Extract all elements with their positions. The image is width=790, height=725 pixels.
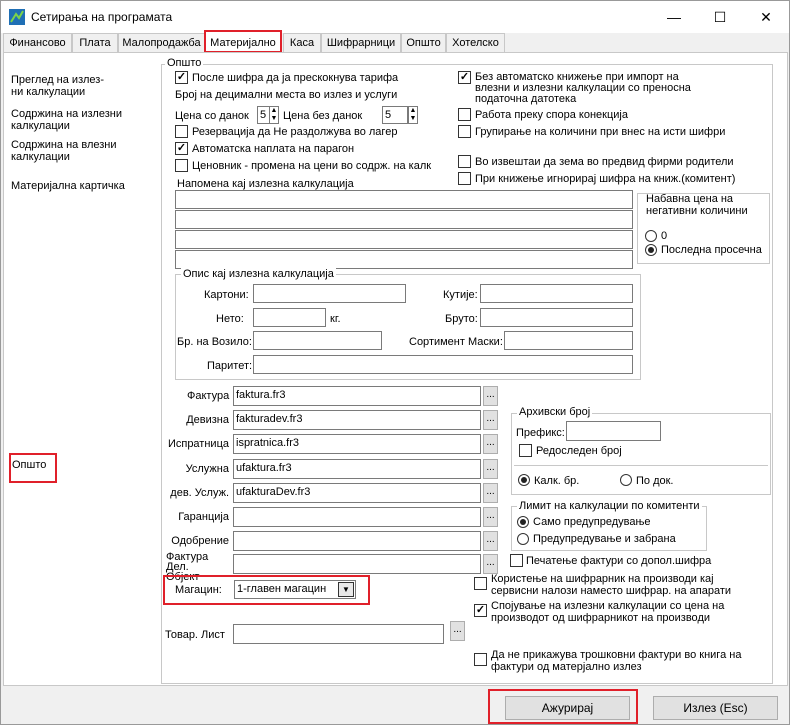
cena-so-danok-label: Цена со данок <box>175 110 249 122</box>
napomena-label: Напомена кај излезна калкулација <box>177 178 354 190</box>
browse-del-objekt-button[interactable]: ... <box>483 554 498 574</box>
spinner-arrows-icon[interactable]: ▲ ▼ <box>409 107 417 122</box>
bez-avtomatsko-label: Без автоматско книжење при импорт на влезни и излезни калкулации со преносна податочна датотека <box>475 71 691 105</box>
form-label-ispratnica: Испратница <box>167 438 229 450</box>
avtomatska-naplata-checkbox[interactable] <box>175 142 188 155</box>
redosleden-label: Редоследен број <box>536 445 622 457</box>
rezervacija-checkbox[interactable] <box>175 125 188 138</box>
tab-maloprodazba[interactable]: Малопродажба <box>118 33 205 53</box>
vo-izvestai-checkbox[interactable] <box>458 155 471 168</box>
arhivski-group-label: Архивски број <box>519 406 591 418</box>
form-label-garancija: Гаранција <box>178 511 229 523</box>
po-dok-label: По док. <box>636 475 674 487</box>
nav-pregled-izlezni[interactable]: Преглед на излез- ни калкулации <box>11 74 104 98</box>
form-label-del-objekt: Фактура Дел. Објект <box>166 551 209 583</box>
nabavna-posledna-radio[interactable] <box>645 244 657 256</box>
nabavna-title: Набавна цена на негативни количини <box>646 193 748 217</box>
kartoni-input[interactable] <box>253 284 406 303</box>
pri-knizenje-checkbox[interactable] <box>458 172 471 185</box>
sortiment-input[interactable] <box>504 331 633 350</box>
dropdown-arrow-icon[interactable]: ▼ <box>338 582 354 597</box>
form-label-dev-usluz: дев. Услуж. <box>170 487 229 499</box>
prefiks-label: Префикс: <box>516 427 565 439</box>
nav-materijalna-kartica[interactable]: Материјална картичка <box>11 180 125 192</box>
form-label-usluzna: Услужна <box>185 463 229 475</box>
koristenje-label: Користење на шифрарник на производи кај сервисни налози наместо шифрар. на апарати <box>491 573 732 597</box>
cena-so-danok-spinner[interactable]: 5 <box>257 106 279 124</box>
rabota-preku-checkbox[interactable] <box>458 108 471 121</box>
browse-dev-usluz-button[interactable]: ... <box>483 483 498 503</box>
paritet-input[interactable] <box>253 355 633 374</box>
rezervacija-label: Резервација да Не раздолжува во лагер <box>192 126 398 138</box>
cenovnik-checkbox[interactable] <box>175 159 188 172</box>
title-bar <box>1 1 789 33</box>
browse-faktura-button[interactable]: ... <box>483 386 498 406</box>
maximize-button[interactable]: ☐ <box>713 9 727 25</box>
sortiment-label: Сортимент Маски: <box>409 336 503 348</box>
spinner-arrows-icon[interactable]: ▲ ▼ <box>270 107 278 122</box>
tab-kasa[interactable]: Каса <box>283 33 321 53</box>
browse-garancija-button[interactable]: ... <box>483 507 498 527</box>
samo-predupreduvanje-radio[interactable] <box>517 516 529 528</box>
avtomatska-naplata-label: Автоматска наплата на парагон <box>192 143 355 155</box>
pri-knizenje-label: При книжење игнорирај шифра на книж.(комитент) <box>475 173 736 185</box>
form-label-faktura: Фактура <box>187 390 230 402</box>
form-label-devizna: Девизна <box>186 414 229 426</box>
tab-plata[interactable]: Плата <box>72 33 118 53</box>
window-title: Сетирања на програмата <box>31 10 173 24</box>
form-label-odobrenie: Одобрение <box>171 535 229 547</box>
cena-bez-danok-label: Цена без данок <box>283 110 363 122</box>
br-vozilo-input[interactable] <box>253 331 382 350</box>
kg-label: кг. <box>330 313 341 325</box>
kutije-label: Кутије: <box>443 289 478 301</box>
cenovnik-label: Ценовник - промена на цени во содрж. на калк <box>192 160 432 172</box>
izlez-button[interactable]: Излез (Esc) <box>653 696 778 720</box>
kalk-br-radio[interactable] <box>518 474 530 486</box>
neto-input[interactable] <box>253 308 326 327</box>
arhivski-divider <box>514 465 768 466</box>
rabota-preku-label: Работа преку спора конекција <box>475 109 628 121</box>
magacin-value: 1-главен магацин <box>237 583 327 595</box>
posle-sifra-checkbox[interactable] <box>175 71 188 84</box>
form-input-odobrenie[interactable] <box>233 531 481 551</box>
napomena-line-2[interactable] <box>175 210 633 229</box>
predupreduvanje-zabrana-radio[interactable] <box>517 533 529 545</box>
nabavna-0-radio[interactable] <box>645 230 657 242</box>
app-logo-icon <box>9 9 25 25</box>
pecatenje-label: Печатење фактури со допол.шифра <box>526 555 712 567</box>
opis-group-label: Опис кај излезна калкулација <box>183 268 334 280</box>
nav-sodrzina-vlezni[interactable]: Содржина на влезни калкулации <box>11 139 117 163</box>
form-input-devizna[interactable]: fakturadev.fr3 <box>233 410 481 430</box>
kartoni-label: Картони: <box>204 289 249 301</box>
predupreduvanje-zabrana-label: Предупредување и забрана <box>533 533 676 545</box>
redosleden-checkbox[interactable] <box>519 444 532 457</box>
tab-panel <box>3 52 788 686</box>
posle-sifra-label: После шифра да ја прескокнува тарифа <box>192 72 399 84</box>
prefiks-input[interactable] <box>566 421 661 441</box>
samo-predupreduvanje-label: Само предупредување <box>533 516 651 528</box>
form-input-dev-usluz[interactable]: ufakturaDev.fr3 <box>233 483 481 503</box>
browse-odobrenie-button[interactable]: ... <box>483 531 498 551</box>
opsto-group-label: Општо <box>167 57 202 69</box>
tab-sifrarnici[interactable]: Шифрарници <box>321 33 401 53</box>
napomena-line-4[interactable] <box>175 250 633 269</box>
pecatenje-checkbox[interactable] <box>510 554 523 567</box>
da-ne-label: Да не прикажува трошковни фактури во книга на фактури од матерјално излез <box>491 649 742 673</box>
browse-ispratnica-button[interactable]: ... <box>483 434 498 454</box>
nav-sodrzina-izlezni[interactable]: Содржина на излезни калкулации <box>11 108 122 132</box>
napomena-line-3[interactable] <box>175 230 633 249</box>
form-input-usluzna[interactable]: ufaktura.fr3 <box>233 459 481 479</box>
kutije-input[interactable] <box>480 284 633 303</box>
tab-materijalno[interactable]: Материјално <box>204 30 282 53</box>
grupiranje-label: Групирање на количини при внес на исти шифри <box>475 126 726 138</box>
neto-label: Нето: <box>216 313 244 325</box>
spojuvanje-label: Спојување на излезни калкулации со цена на производот од шифрарникот на производи <box>491 600 725 624</box>
close-button[interactable]: ✕ <box>760 9 772 25</box>
paritet-label: Паритет: <box>207 360 253 372</box>
magacin-label: Магацин: <box>175 584 222 596</box>
vo-izvestai-label: Во извештаи да зема во предвид фирми родители <box>475 156 734 168</box>
napomena-line-1[interactable] <box>175 190 633 209</box>
tovar-input[interactable] <box>233 624 444 644</box>
tab-opsto[interactable]: Општо <box>401 33 446 53</box>
nav-opsto[interactable]: Општо <box>9 453 57 483</box>
azuriraj-button[interactable]: Ажурирај <box>505 696 630 720</box>
form-input-ispratnica[interactable]: ispratnica.fr3 <box>233 434 481 454</box>
browse-tovar-button[interactable]: ... <box>450 621 465 641</box>
cena-bez-danok-spinner[interactable]: 5 <box>382 106 408 124</box>
form-input-del-objekt[interactable] <box>233 554 481 574</box>
grupiranje-checkbox[interactable] <box>458 125 471 138</box>
bez-avtomatsko-checkbox[interactable] <box>458 71 471 84</box>
da-ne-checkbox[interactable] <box>474 653 487 666</box>
browse-devizna-button[interactable]: ... <box>483 410 498 430</box>
koristenje-checkbox[interactable] <box>474 577 487 590</box>
limit-group-label: Лимит на калкулации по комитенти <box>519 500 700 512</box>
browse-usluzna-button[interactable]: ... <box>483 459 498 479</box>
bruto-input[interactable] <box>480 308 633 327</box>
minimize-button[interactable]: — <box>667 9 681 25</box>
nabavna-posledna-label: Последна просечна <box>661 244 762 256</box>
tab-finansovo[interactable]: Финансово <box>3 33 72 53</box>
broj-decimalni-label: Број на децимални места во излез и услуги <box>175 89 398 101</box>
form-input-garancija[interactable] <box>233 507 481 527</box>
kalk-br-label: Калк. бр. <box>534 475 580 487</box>
po-dok-radio[interactable] <box>620 474 632 486</box>
nabavna-0-label: 0 <box>661 230 668 242</box>
br-vozilo-label: Бр. на Возило: <box>177 336 252 348</box>
form-input-faktura[interactable]: faktura.fr3 <box>233 386 481 406</box>
spojuvanje-checkbox[interactable] <box>474 604 487 617</box>
tab-hotelsko[interactable]: Хотелско <box>446 33 505 53</box>
tovar-label: Товар. Лист <box>165 629 225 641</box>
tab-bar <box>3 33 789 53</box>
bruto-label: Бруто: <box>445 313 478 325</box>
